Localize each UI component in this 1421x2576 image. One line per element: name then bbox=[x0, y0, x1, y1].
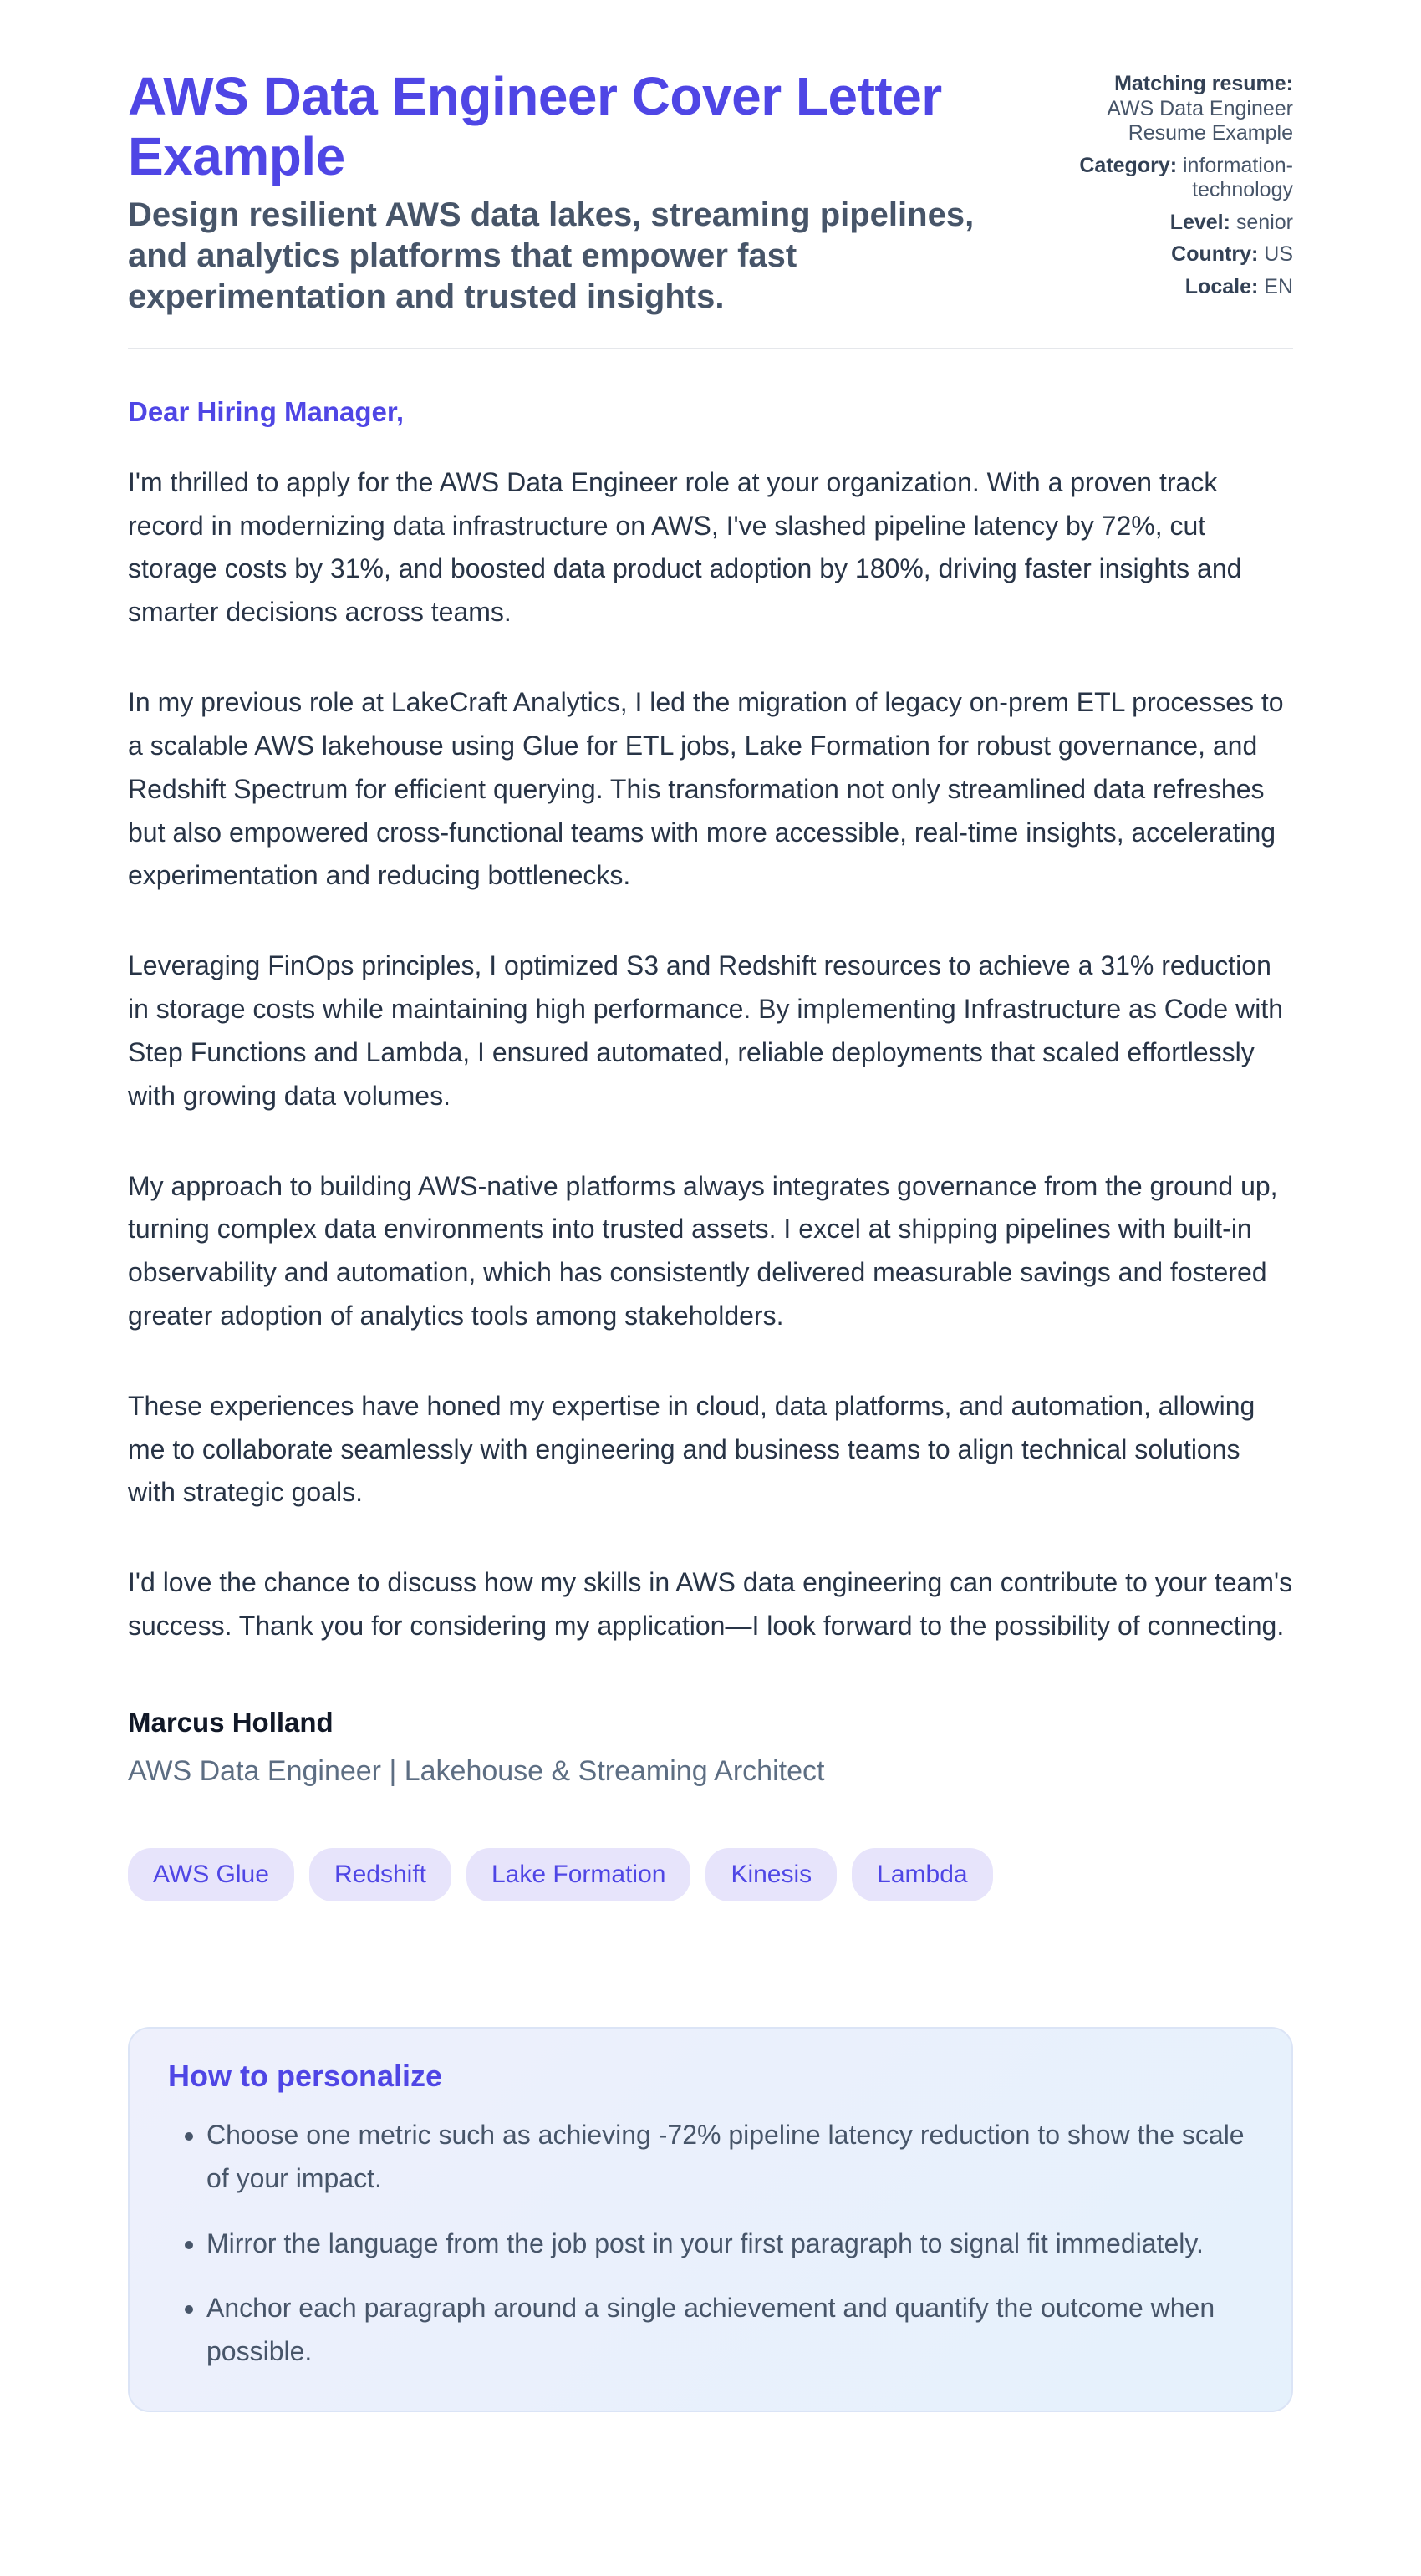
meta-label: Matching resume: bbox=[1114, 72, 1293, 95]
signature-name: Marcus Holland bbox=[128, 1706, 334, 1738]
signature-title: AWS Data Engineer | Lakehouse & Streaming Architect bbox=[128, 1754, 825, 1787]
letter-paragraph: These experiences have honed my expertise in cloud, data platforms, and automation, allowing me to collaborate seamlessly with engineering and business teams to align technical solutions with strategic goals. bbox=[128, 1390, 1255, 1508]
header-divider bbox=[128, 348, 1293, 349]
page-header bbox=[128, 67, 1293, 318]
meta-value: EN bbox=[1264, 274, 1293, 298]
tag-chip-lake-formation[interactable]: Lake Formation bbox=[466, 1848, 690, 1901]
meta-value: senior bbox=[1235, 210, 1293, 234]
letter-paragraph: My approach to building AWS-native platforms always integrates governance from the ground up, turning complex data environments into trusted assets. I excel at shipping pipelines with built-in observability and automation, which has consistently delivered measurable savings and fostered greater adoption of analytics tools among stakeholders. bbox=[128, 1170, 1278, 1331]
meta-category bbox=[1074, 154, 1293, 203]
meta-label: Country: bbox=[1171, 242, 1259, 266]
tag-chip-kinesis[interactable]: Kinesis bbox=[705, 1848, 837, 1901]
tips-list bbox=[168, 2114, 1253, 2374]
letter-paragraph: I'd love the chance to discuss how my skills in AWS data engineering can contribute to your team's success. Thank you for considering my application—I look forward to the possibility of connecting. bbox=[128, 1567, 1293, 1642]
page-title: AWS Data Engineer Cover Letter Example bbox=[128, 66, 942, 186]
how-to-personalize-box bbox=[128, 2027, 1293, 2412]
meta-label: Category: bbox=[1079, 153, 1178, 177]
skill-tags bbox=[128, 1848, 1293, 1901]
letter-paragraph: I'm thrilled to apply for the AWS Data Engineer role at your organization. With a proven track record in modernizing data infrastructure on AWS, I've slashed pipeline latency by 72%, cut storage costs by 31%, and boosted data product adoption by 180%, driving faster insights and smarter decisions across teams. bbox=[128, 466, 1242, 628]
header-title-block bbox=[128, 67, 1035, 318]
meta-value: AWS Data Engineer Resume Example bbox=[1107, 96, 1293, 145]
meta-value: information-technology bbox=[1183, 153, 1293, 201]
tag-chip-lambda[interactable]: Lambda bbox=[852, 1848, 992, 1901]
tip-item: • Choose one metric such as achieving -72% pipeline latency reduction to show the scale of your impact. bbox=[206, 2114, 1253, 2201]
meta-locale bbox=[1074, 275, 1293, 300]
meta-country bbox=[1074, 242, 1293, 267]
tag-chip-redshift[interactable]: Redshift bbox=[309, 1848, 451, 1901]
meta-label: Locale: bbox=[1184, 274, 1259, 298]
tag-chip-aws-glue[interactable]: AWS Glue bbox=[128, 1848, 294, 1901]
meta-label: Level: bbox=[1169, 210, 1230, 234]
salutation: Dear Hiring Manager, bbox=[128, 395, 405, 427]
tip-item: • Anchor each paragraph around a single achievement and quantify the outcome when possible. bbox=[206, 2287, 1253, 2374]
resume-meta-block bbox=[1074, 67, 1293, 307]
tips-heading: How to personalize bbox=[168, 2058, 443, 2093]
meta-value: US bbox=[1264, 242, 1293, 266]
letter-body bbox=[128, 396, 1293, 1788]
letter-paragraph: Leveraging FinOps principles, I optimized S3 and Redshift resources to achieve a 31% reduction in storage costs while maintaining high performance. By implementing Infrastructure as Code with Step Functions and Lambda, I ensured automated, reliable deployments that scaled effortlessly with growing data volumes. bbox=[128, 950, 1283, 1111]
letter-paragraph: In my previous role at LakeCraft Analytics, I led the migration of legacy on-prem ETL processes to a scalable AWS lakehouse using Glue for ETL jobs, Lake Formation for robust governance, and Redshift Spectrum for efficient querying. This transformation not only streamlined data refreshes but also empowered cross-functional teams with more accessible, real-time insights, accelerating experimentation and reducing bottlenecks. bbox=[128, 687, 1284, 891]
tip-item: • Mirror the language from the job post in your first paragraph to signal fit immediately. bbox=[206, 2222, 1253, 2266]
meta-matching-resume bbox=[1074, 72, 1293, 146]
meta-level bbox=[1074, 211, 1293, 236]
page-subtitle: Design resilient AWS data lakes, streaming pipelines, and analytics platforms that empower fast experimentation and trusted insights. bbox=[128, 196, 975, 315]
